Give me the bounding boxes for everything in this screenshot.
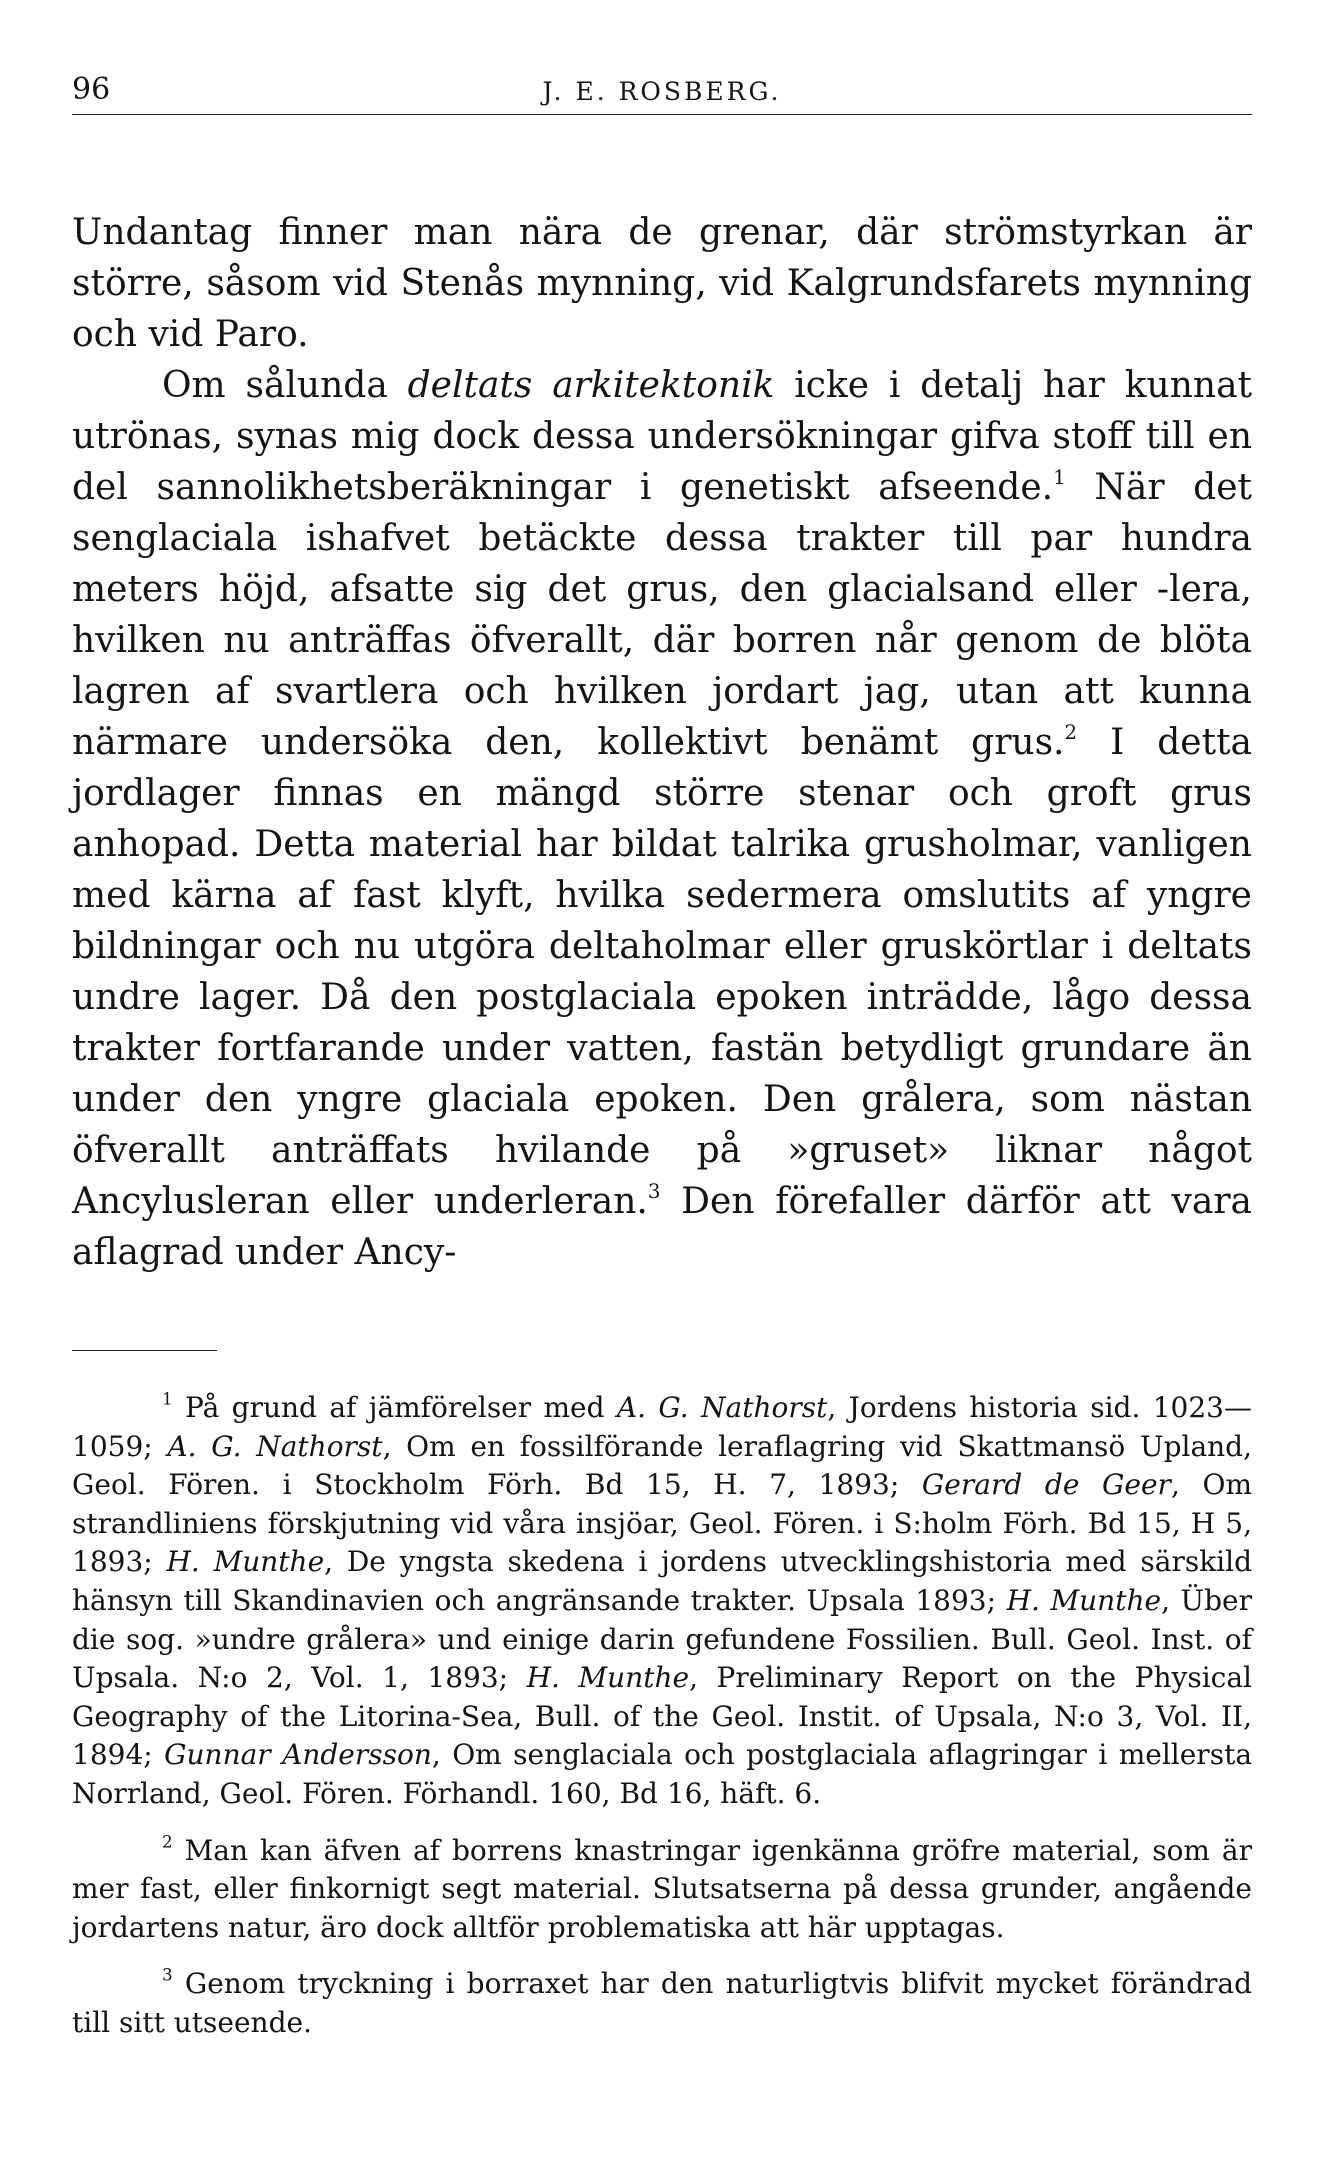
running-head: J. E. ROSBERG. — [542, 77, 782, 106]
text-run: , Om strandliniens förskjutning vid våra insjöar, Geol. Fören. i S:holm Förh. Bd 15, H 5, 1893; — [72, 1468, 1252, 1579]
text-run: Den förefaller därför att vara aflagrad under Ancy- — [72, 1181, 1252, 1273]
paragraph — [72, 360, 1252, 1278]
author-name: H. Munthe — [526, 1661, 690, 1695]
footnote-mark: 3 — [162, 1964, 173, 1985]
text-run: , Jordens historia sid. 1023—1059; — [72, 1391, 1252, 1463]
footnote-ref: 1 — [1053, 466, 1066, 490]
text-run: , Über die sog. »undre grålera» und einige darin gefundene Fossilien. Bull. Geol. Inst. of Upsala. N:o 2, Vol. 1, 1893; — [72, 1583, 1252, 1695]
text-run: När det senglaciala ishafvet betäckte dessa trakter till par hundra meters höjd, afsatte sig det grus, den glacialsand eller -lera, hvilken nu anträffas öfverallt, där borren når genom de blöta lagren af svartlera och hvilken jordart jag, utan att kunna närmare undersöka den, kollektivt benämt grus. — [72, 467, 1252, 763]
footnote — [72, 1965, 1252, 2042]
author-name: Gunnar Andersson — [164, 1738, 432, 1772]
footnote-ref: 2 — [1064, 721, 1078, 745]
text-run: , Preliminary Report on the Physical Geography of the Litorina-Sea, Bull. of the Geol. Instit. of Upsala, N:o 3, Vol. II, 1894; — [72, 1661, 1252, 1772]
paragraph: Undantag finner man nära de grenar, där strömstyrkan är större, såsom vid Stenås mynning, vid Kalgrundsfarets mynning och vid Paro. — [72, 212, 1252, 355]
footnotes — [72, 1389, 1252, 2043]
text-run: , Om senglaciala och postglaciala aflagringar i mellersta Norrland, Geol. Fören. Förhandl. 160, Bd 16, häft. 6. — [72, 1738, 1253, 1810]
text-run: På grund af jämförelser med — [172, 1391, 617, 1424]
text-run: , De yngsta skedena i jordens utvecklingshistoria med särskild hänsyn till Skandinavien och angränsande trakter. Upsala 1893; — [72, 1545, 1252, 1617]
footnote — [72, 1389, 1252, 1814]
text-run: Genom tryckning i borraxet har den naturligtvis blifvit mycket förändrad till sitt utseende. — [72, 1967, 1252, 2039]
author-name: H. Munthe — [1006, 1583, 1162, 1617]
author-name: A. G. Nathorst — [167, 1429, 383, 1463]
author-name: A. G. Nathorst — [616, 1391, 828, 1424]
text-run: I detta jordlager finnas en mängd större stenar och groft grus anhopad. Detta material har bildat talrika grusholmar, vanligen med kärna af fast klyft, hvilka sedermera omslutits af yngre bildningar och nu utgöra deltaholmar eller gruskörtlar i deltats undre lager. Då den postglaciala epoken inträdde, lågo dessa trakter fortfarande under vatten, fastän betydligt grundare än under den yngre glaciala epoken. Den grålera, som nästan öfverallt anträffats hvilande på »gruset» liknar något Ancylusleran eller underleran. — [72, 722, 1253, 1222]
book-page — [72, 70, 1252, 2061]
author-name: Gerard de Geer — [921, 1468, 1171, 1502]
footnote-ref: 3 — [647, 1180, 661, 1204]
page-header — [72, 70, 1252, 115]
footnote — [72, 1832, 1252, 1948]
footnote-mark: 2 — [162, 1830, 173, 1851]
footnote-mark: 1 — [162, 1388, 173, 1409]
emphasis: deltats arkitektonik — [407, 365, 775, 406]
main-text — [72, 207, 1252, 1278]
text-run: icke i detalj har kunnat utrönas, synas mig dock dessa undersökningar gifva stoff till en del sannolikhetsberäkningar i genetiskt afseende. — [72, 365, 1253, 508]
page-number: 96 — [72, 72, 111, 107]
footnote-divider — [72, 1350, 217, 1351]
text-run: Man kan äfven af borrens knastringar igenkänna gröfre material, som är mer fast, eller finkornigt segt material. Slutsatserna på dessa grunder, angående jordartens natur, äro dock alltför problematiska att här upptagas. — [72, 1833, 1252, 1944]
text-run: , Om en fossilförande leraflagring vid Skattmansö Upland, Geol. Fören. i Stockholm Förh. Bd 15, H. 7, 1893; — [72, 1429, 1252, 1502]
text-run: Om sålunda — [162, 365, 408, 406]
author-name: H. Munthe — [166, 1545, 325, 1579]
